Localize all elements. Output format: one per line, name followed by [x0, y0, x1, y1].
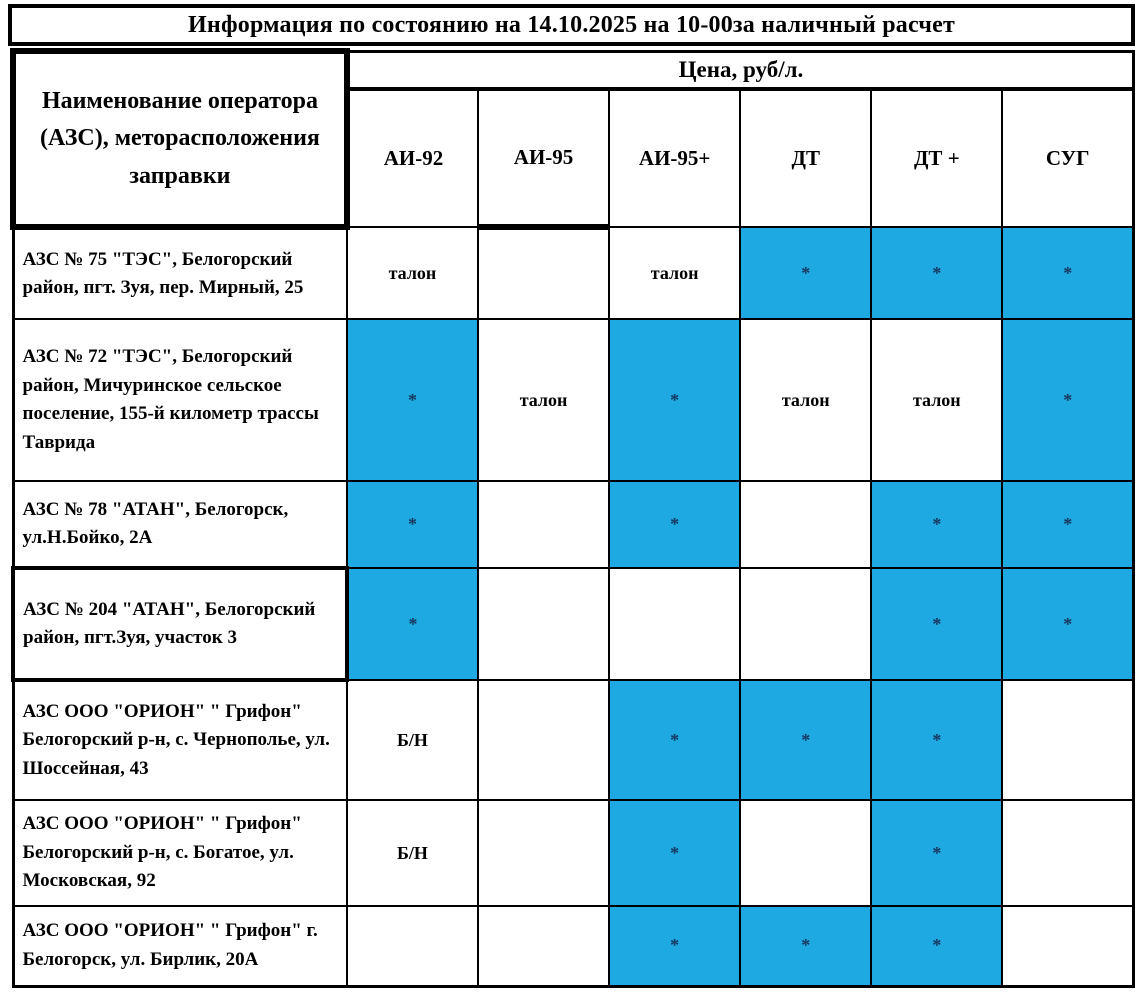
fuel-availability-cell	[740, 800, 871, 906]
fuel-availability-cell	[478, 906, 609, 986]
fuel-availability-cell	[478, 481, 609, 568]
fuel-availability-cell	[1002, 680, 1133, 800]
price-group-header: Цена, руб/л.	[347, 51, 1134, 89]
column-header-dtplus: ДТ +	[871, 89, 1002, 227]
fuel-availability-cell	[609, 568, 740, 680]
table-row	[13, 481, 1134, 568]
fuel-availability-cell: талон	[740, 319, 871, 481]
fuel-availability-cell: *	[740, 227, 871, 319]
fuel-availability-cell: Б/Н	[347, 680, 478, 800]
fuel-availability-cell: талон	[609, 227, 740, 319]
fuel-availability-cell: *	[347, 319, 478, 481]
fuel-availability-cell	[478, 227, 609, 319]
fuel-availability-cell: *	[609, 800, 740, 906]
fuel-availability-cell: *	[609, 319, 740, 481]
fuel-availability-cell: *	[347, 481, 478, 568]
table-row	[13, 319, 1134, 481]
table-row	[13, 227, 1134, 319]
column-header-ai95: АИ-95	[478, 89, 609, 227]
fuel-availability-cell: талон	[347, 227, 478, 319]
fuel-availability-cell	[478, 568, 609, 680]
fuel-availability-cell: *	[740, 906, 871, 986]
station-name-column-header: Наименование оператора (АЗС), меторасположения заправки	[13, 51, 347, 227]
table-row	[13, 906, 1134, 986]
table-row	[13, 680, 1134, 800]
fuel-availability-cell: *	[871, 568, 1002, 680]
page-title: Информация по состоянию на 14.10.2025 на 10-00за наличный расчет	[188, 11, 955, 38]
station-name-cell: АЗС № 75 "ТЭС", Белогорский район, пгт. Зуя, пер. Мирный, 25	[13, 227, 347, 319]
fuel-availability-cell	[478, 800, 609, 906]
column-header-sug: СУГ	[1002, 89, 1133, 227]
fuel-availability-cell: талон	[478, 319, 609, 481]
fuel-availability-cell	[347, 906, 478, 986]
fuel-availability-cell: *	[1002, 568, 1133, 680]
fuel-availability-cell: *	[740, 680, 871, 800]
header-row-top	[13, 51, 1134, 89]
fuel-availability-cell: *	[871, 481, 1002, 568]
table-body	[13, 227, 1134, 986]
fuel-availability-cell: *	[609, 680, 740, 800]
title-bar	[8, 4, 1135, 46]
fuel-availability-cell: *	[871, 906, 1002, 986]
fuel-availability-cell	[1002, 800, 1133, 906]
fuel-availability-cell: *	[871, 227, 1002, 319]
station-name-cell: АЗС ООО "ОРИОН" " Грифон" г. Белогорск, ул. Бирлик, 20А	[13, 906, 347, 986]
column-header-ai92: АИ-92	[347, 89, 478, 227]
fuel-availability-cell	[740, 568, 871, 680]
fuel-availability-cell: *	[1002, 481, 1133, 568]
fuel-availability-cell: *	[1002, 319, 1133, 481]
fuel-availability-cell	[1002, 906, 1133, 986]
fuel-availability-cell: *	[871, 800, 1002, 906]
station-name-cell: АЗС № 72 "ТЭС", Белогорский район, Мичуринское сельское поселение, 155-й километр трассы Таврида	[13, 319, 347, 481]
column-header-dt: ДТ	[740, 89, 871, 227]
fuel-availability-cell: *	[347, 568, 478, 680]
fuel-availability-cell: *	[1002, 227, 1133, 319]
fuel-price-table	[10, 48, 1135, 988]
table-row	[13, 800, 1134, 906]
station-name-cell: АЗС ООО "ОРИОН" " Грифон" Белогорский р-н, с. Чернополье, ул. Шоссейная, 43	[13, 680, 347, 800]
fuel-availability-cell: талон	[871, 319, 1002, 481]
fuel-availability-cell: *	[609, 481, 740, 568]
table-row	[13, 568, 1134, 680]
fuel-availability-cell: *	[609, 906, 740, 986]
column-header-ai95plus: АИ-95+	[609, 89, 740, 227]
station-name-cell: АЗС № 78 "АТАН", Белогорск, ул.Н.Бойко, 2А	[13, 481, 347, 568]
table-header	[13, 51, 1134, 227]
fuel-availability-cell	[740, 481, 871, 568]
fuel-availability-cell: *	[871, 680, 1002, 800]
fuel-availability-cell	[478, 680, 609, 800]
station-name-cell: АЗС № 204 "АТАН", Белогорский район, пгт.Зуя, участок 3	[13, 568, 347, 680]
fuel-availability-cell: Б/Н	[347, 800, 478, 906]
station-name-cell: АЗС ООО "ОРИОН" " Грифон" Белогорский р-н, с. Богатое, ул. Московская, 92	[13, 800, 347, 906]
